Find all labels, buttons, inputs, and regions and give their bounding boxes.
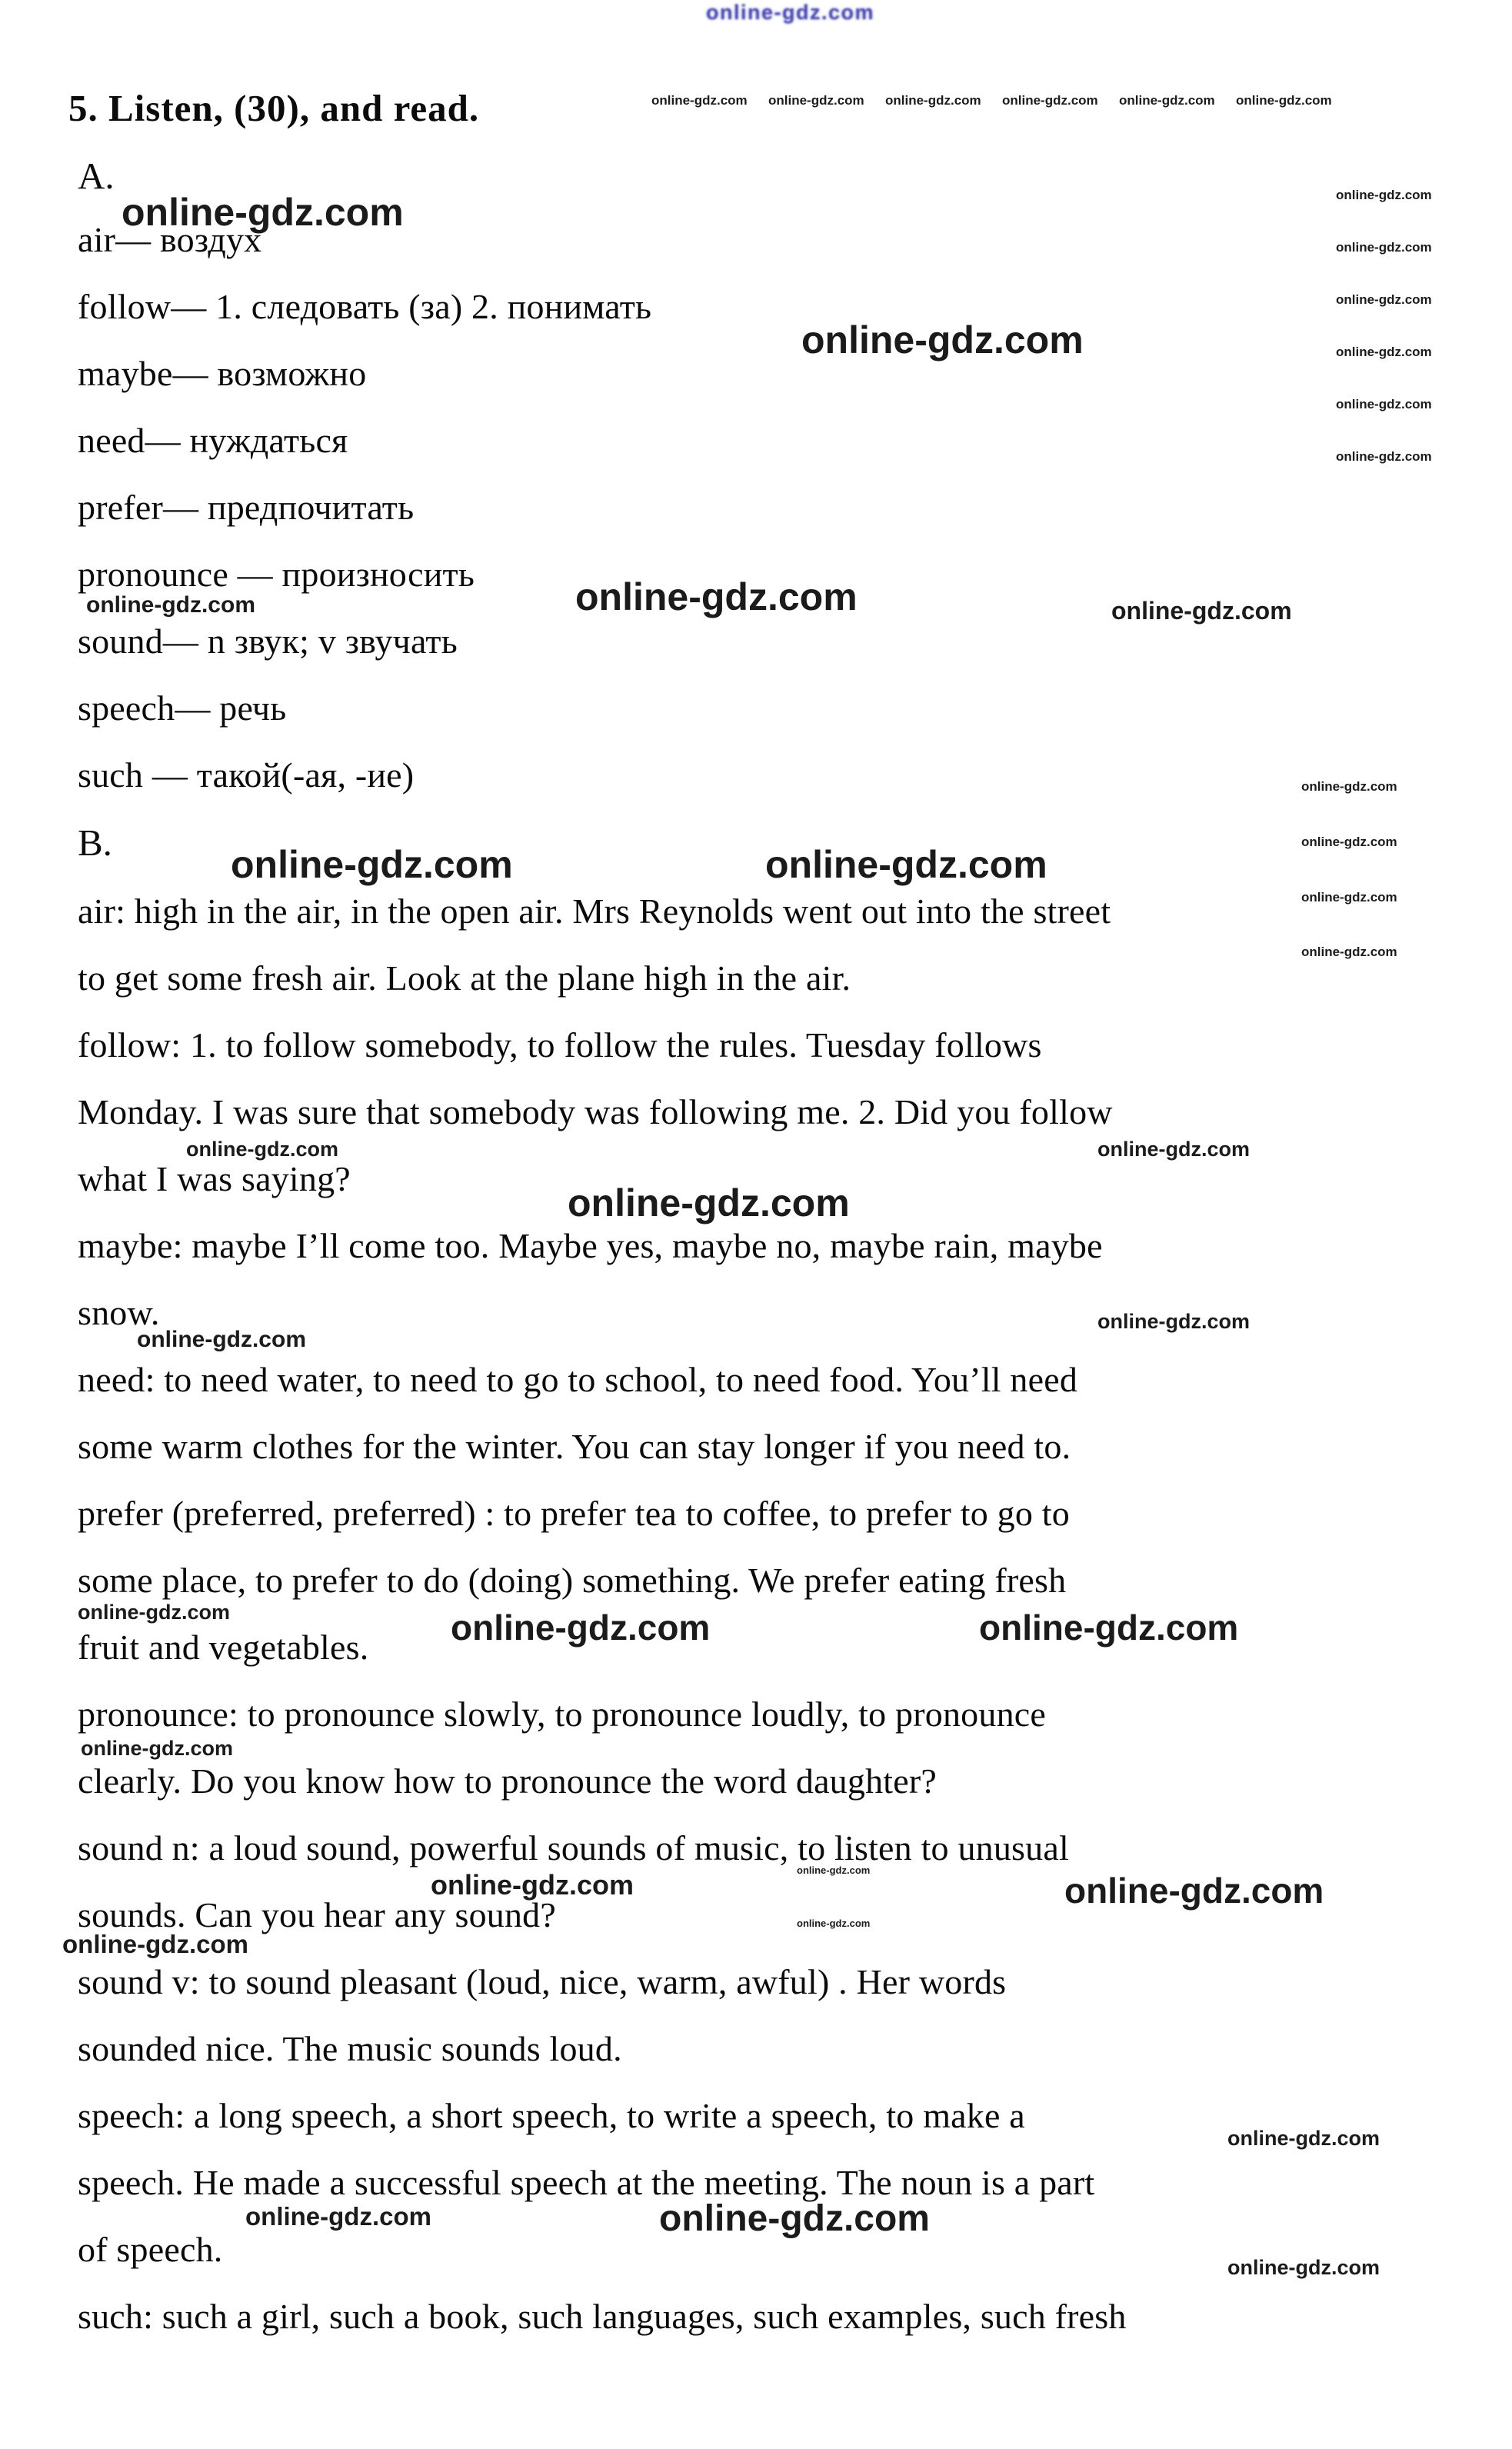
text-line: what I was saying? [78,1159,351,1198]
watermark: online-gdz.com [1336,397,1432,411]
watermark: online-gdz.com [797,1864,871,1876]
watermark: online-gdz.com [62,1930,248,1958]
vocab-item: need— нуждаться [78,421,348,460]
text-line: some warm clothes for the winter. You can stay longer if you need to. [78,1427,1071,1466]
watermark: online-gdz.com [1002,93,1098,108]
text-line: follow: 1. to follow somebody, to follow the rules. Tuesday follows [78,1025,1042,1065]
exercise-title: 5. Listen, (30), and read. [68,87,480,129]
watermark: online-gdz.com [1336,292,1432,307]
watermark: online-gdz.com [1301,890,1397,905]
text-line: sound n: a loud sound, powerful sounds of music, to listen to unusual [78,1828,1069,1868]
section-a-label: A. [78,155,115,197]
text-line: pronounce: to pronounce slowly, to pronounce loudly, to pronounce [78,1694,1046,1734]
watermark: online-gdz.com [659,2198,930,2239]
text-line: sounded nice. The music sounds loud. [78,2029,622,2068]
watermark: online-gdz.com [568,1181,850,1224]
watermark: online-gdz.com [186,1138,338,1161]
watermark: online-gdz.com [801,318,1084,362]
watermark: online-gdz.com [1336,240,1432,255]
watermark: online-gdz.com [245,2202,431,2231]
watermark: online-gdz.com [451,1608,711,1648]
watermark: online-gdz.com [706,1,874,24]
vocab-item: follow— 1. следовать (за) 2. понимать [78,287,652,326]
watermark: online-gdz.com [231,843,513,886]
watermark: online-gdz.com [1111,597,1292,625]
vocab-item: speech— речь [78,688,287,728]
vocab-item: sound— n звук; v звучать [78,621,458,661]
watermark: online-gdz.com [1119,93,1215,108]
watermark: online-gdz.com [1301,835,1397,849]
watermark: online-gdz.com [651,93,748,108]
watermark: online-gdz.com [1064,1871,1324,1911]
watermark: online-gdz.com [1097,1138,1250,1161]
watermark: online-gdz.com [86,592,255,618]
watermark: online-gdz.com [431,1869,634,1901]
watermark: online-gdz.com [885,93,981,108]
text-line: fruit and vegetables. [78,1628,369,1667]
vocab-item: maybe— возможно [78,354,367,393]
watermark: online-gdz.com [575,575,858,618]
watermark: online-gdz.com [1336,449,1432,464]
text-line: speech: a long speech, a short speech, to write a speech, to make a [78,2096,1025,2135]
watermark: online-gdz.com [1097,1310,1250,1333]
watermark: online-gdz.com [797,1918,871,1929]
watermark: online-gdz.com [1301,779,1397,794]
text-line: air: high in the air, in the open air. Mrs Reynolds went out into the street [78,891,1111,931]
text-line: maybe: maybe I’ll come too. Maybe yes, maybe no, maybe rain, maybe [78,1226,1103,1265]
watermark: online-gdz.com [1301,945,1397,959]
text-line: prefer (preferred, preferred) : to prefer tea to coffee, to prefer to go to [78,1494,1070,1533]
text-line: need: to need water, to need to go to school, to need food. You’ll need [78,1360,1078,1399]
text-line: speech. He made a successful speech at the meeting. The noun is a part [78,2163,1095,2202]
watermark: online-gdz.com [768,93,864,108]
text-line: snow. [78,1293,160,1332]
vocab-item: prefer— предпочитать [78,488,415,527]
text-line: Monday. I was sure that somebody was following me. 2. Did you follow [78,1092,1113,1131]
watermark: online-gdz.com [765,843,1047,886]
text-line: clearly. Do you know how to pronounce the word daughter? [78,1761,938,1801]
watermark: online-gdz.com [1336,345,1432,359]
watermark: online-gdz.com [137,1327,306,1352]
vocab-item: such — такой(-ая, -ие) [78,755,415,795]
text-line: of speech. [78,2230,223,2269]
text-line: some place, to prefer to do (doing) something. We prefer eating fresh [78,1561,1067,1600]
section-b-label: B. [78,821,112,864]
watermark: online-gdz.com [122,191,404,234]
vocab-list [78,206,651,808]
text-line: sound v: to sound pleasant (loud, nice, warm, awful) . Her words [78,1962,1007,2001]
text-line: to get some fresh air. Look at the plane high in the air. [78,958,851,998]
text-line: sounds. Can you hear any sound? [78,1895,556,1934]
watermark: online-gdz.com [1336,188,1432,202]
text-line: such: such a girl, such a book, such languages, such examples, such fresh [78,2297,1127,2336]
vocab-item: pronounce — произносить [78,555,475,594]
watermark: online-gdz.com [979,1608,1239,1648]
watermark: online-gdz.com [1227,2256,1380,2279]
watermark: online-gdz.com [78,1601,230,1624]
watermark: online-gdz.com [1227,2127,1380,2150]
watermark: online-gdz.com [81,1737,233,1760]
watermark: online-gdz.com [1236,93,1332,108]
vocab-item: air— воздух [78,220,262,259]
